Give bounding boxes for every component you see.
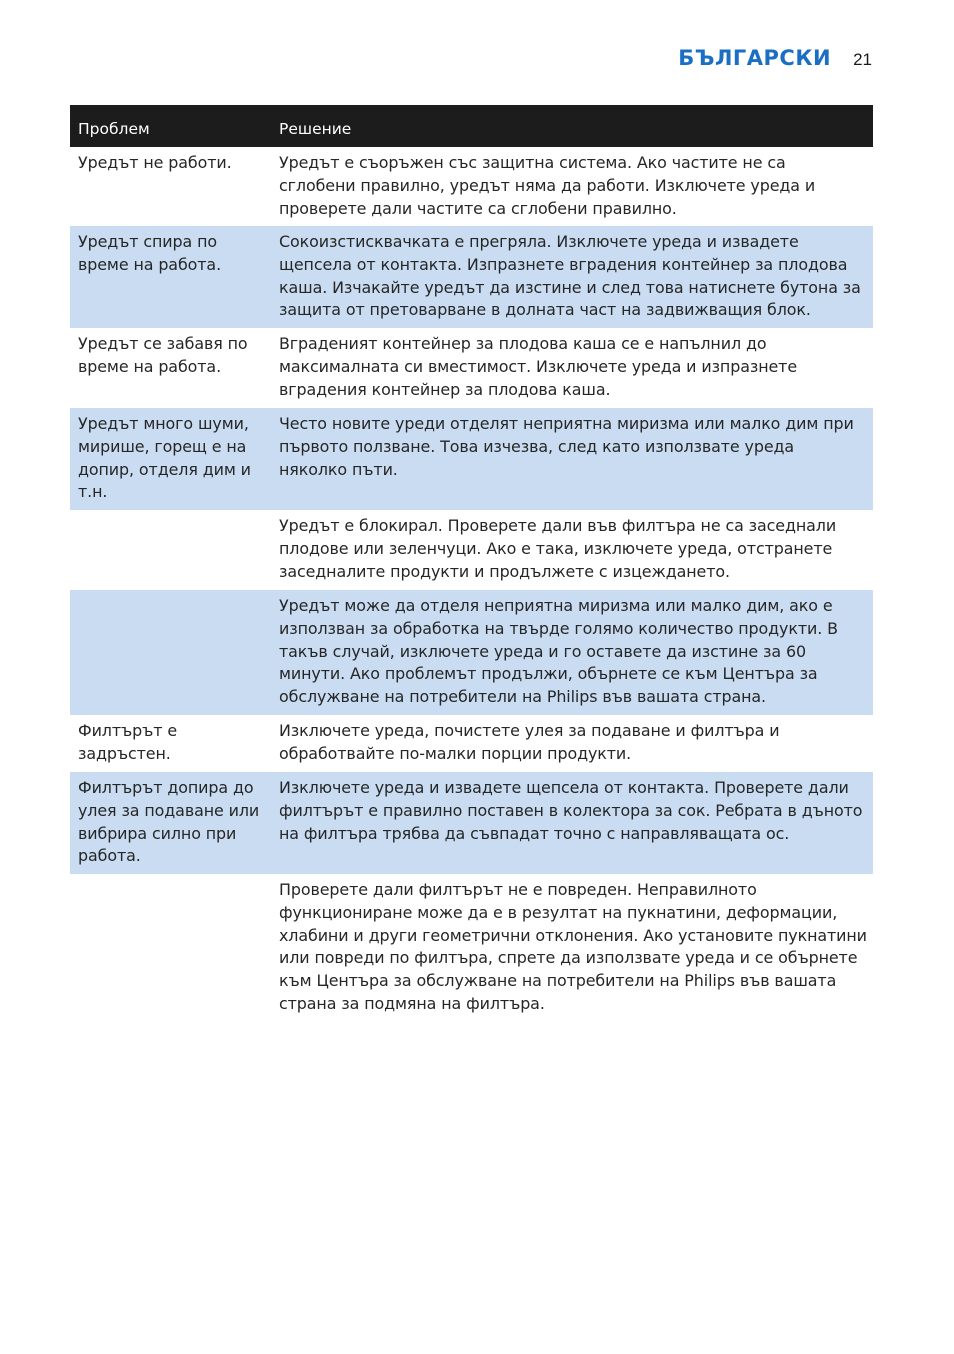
problem-cell: Уредът се забавя по време на работа. [78, 334, 248, 376]
problem-cell [70, 510, 271, 590]
table-row [70, 226, 873, 328]
problem-cell [70, 590, 271, 715]
troubleshooting-table [70, 105, 873, 1024]
solution-cell: Изключете уреда и извадете щепсела от контакта. Проверете дали филтърът е правилно поставен в колектора за сок. Ребрата в дъното на филтъра трябва да съвпадат точно с направляващата ос. [279, 778, 863, 843]
problem-cell: Филтърът допира до улея за подаване или вибрира силно при работа. [78, 778, 260, 866]
table-row [70, 328, 873, 408]
problem-cell [70, 874, 271, 1024]
solution-cell: Проверете дали филтърът не е повреден. Неправилното функциониране може да е в резултат на пукнатини, деформации, хлабини и други геометрични отклонения. Ако установите пукнатини или повреди по филтъра, спрете да използвате уреда и се обърнете към Центъра за обслужване на потребители на Philips във вашата страна за подмяна на филтъра. [279, 880, 867, 1013]
problem-cell: Уредът много шуми, мирише, горещ е на допир, отделя дим и т.н. [78, 414, 251, 502]
table-row [70, 772, 873, 874]
page-number: 21 [853, 50, 872, 69]
solution-cell: Уредът е съоръжен със защитна система. Ако частите не са сглобени правилно, уредът няма да работи. Изключете уреда и проверете дали частите са сглобени правилно. [279, 153, 816, 218]
solution-cell: Уредът може да отделя неприятна миризма или малко дим, ако е използван за обработка на твърде голямо количество продукти. В такъв случай, изключете уреда и го оставете да изстине за 60 минути. Ако проблемът продължи, обърнете се към Центъра за обслужване на потребители на Philips във вашата страна. [279, 596, 838, 707]
column-header-problem: Проблем [78, 120, 150, 138]
problem-cell: Уредът спира по време на работа. [78, 232, 222, 274]
table-row [70, 147, 873, 226]
solution-cell: Изключете уреда, почистете улея за подаване и филтъра и обработвайте по-малки порции продукти. [279, 721, 780, 763]
problem-cell: Уредът не работи. [78, 153, 232, 172]
solution-cell: Вграденият контейнер за плодова каша се е напълнил до максималната си вместимост. Изключете уреда и изпразнете вградения контейнер за плодова каша. [279, 334, 797, 399]
language-heading: БЪЛГАРСКИ [678, 46, 832, 70]
solution-cell: Често новите уреди отделят неприятна миризма или малко дим при първото ползване. Това изчезва, след като използвате уреда няколко пъти. [279, 414, 854, 479]
table-row [70, 590, 873, 715]
table-row [70, 874, 873, 1024]
table-row [70, 408, 873, 510]
solution-cell: Уредът е блокирал. Проверете дали във филтъра не са заседнали плодове или зеленчуци. Ако е така, изключете уреда, отстранете заседналите продукти и продължете с изцеждането. [279, 516, 837, 581]
table-row [70, 715, 873, 772]
problem-cell: Филтърът е задръстен. [78, 721, 178, 763]
column-header-solution: Решение [279, 120, 352, 138]
page-header [678, 46, 872, 76]
solution-cell: Сокоизстисквачката е прегряла. Изключете уреда и извадете щепсела от контакта. Изпразнете вградения контейнер за плодова каша. Изчакайте уредът да изстине и след това натиснете бутона за защита от претоварване в долната част на задвижващия блок. [279, 232, 861, 320]
table-row [70, 510, 873, 590]
table-header [70, 105, 873, 147]
